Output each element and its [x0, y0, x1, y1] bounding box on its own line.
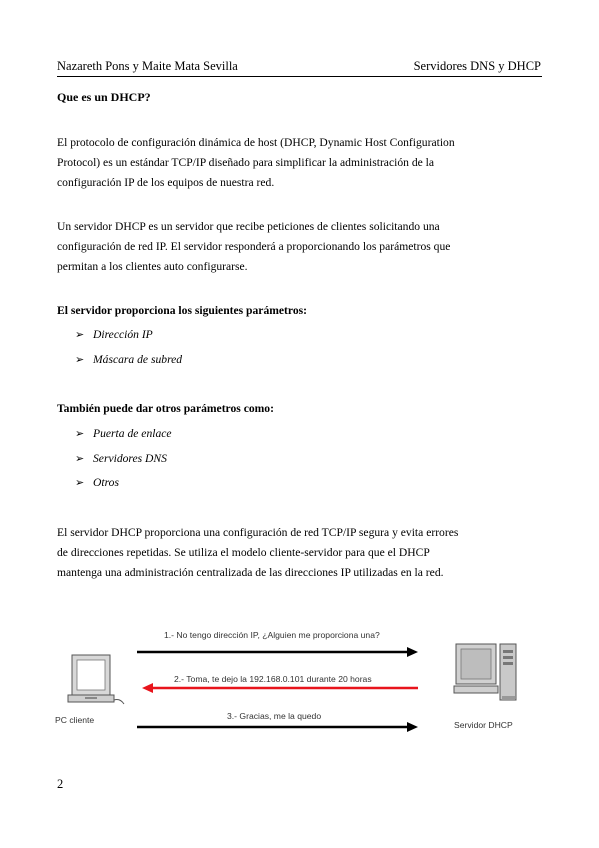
- offer-message-label: 2.- Toma, te dejo la 192.168.0.101 durante 20 horas: [174, 674, 372, 684]
- header-authors: Nazareth Pons y Maite Mata Sevilla: [57, 59, 238, 73]
- acknowledge-arrow: [137, 722, 418, 732]
- text-line: mantenga una administración centralizada de las direcciones IP utilizadas en la red.: [57, 566, 444, 579]
- arrow-bullet-icon: ➢: [75, 452, 85, 465]
- parameters-list: [75, 323, 182, 372]
- text-line: configuración IP de los equipos de nuestra red.: [57, 176, 275, 189]
- text-line: Un servidor DHCP es un servidor que recibe peticiones de clientes solicitando una: [57, 220, 440, 233]
- list-item-label: Otros: [93, 476, 119, 489]
- subheading-parameters: El servidor proporciona los siguientes parámetros:: [57, 304, 308, 317]
- text-line: permitan a los clientes auto configurarse.: [57, 260, 248, 273]
- paragraph-dhcp-server: [57, 217, 547, 277]
- text-line: configuración de red IP. El servidor responderá a proporcionando los parámetros que: [57, 240, 451, 253]
- list-item: [75, 447, 172, 472]
- paragraph-dhcp-definition: [57, 133, 547, 193]
- list-item-label: Máscara de subred: [93, 352, 183, 366]
- list-item: [75, 323, 182, 348]
- pc-client-icon: [68, 655, 124, 704]
- list-item: [75, 348, 182, 373]
- page-header: [57, 58, 541, 74]
- request-arrow: [137, 647, 418, 657]
- header-title: Servidores DNS y DHCP: [413, 59, 541, 73]
- paragraph-dhcp-summary: [57, 523, 547, 583]
- section-heading: Que es un DHCP?: [57, 90, 151, 104]
- list-item: [75, 471, 172, 496]
- arrow-bullet-icon: ➢: [75, 477, 85, 489]
- offer-arrow: [142, 683, 418, 693]
- header-rule: [57, 76, 542, 77]
- list-item-label: Puerta de enlace: [93, 427, 172, 440]
- text-line: Protocol) es un estándar TCP/IP diseñado para simplificar la administración de la: [57, 156, 435, 169]
- arrow-bullet-icon: ➢: [75, 428, 85, 440]
- list-item: [75, 422, 172, 447]
- list-item-label: Dirección IP: [93, 328, 153, 341]
- pc-client-label: PC cliente: [55, 715, 95, 725]
- text-line: de direcciones repetidas. Se utiliza el modelo cliente-servidor para que el DHCP: [57, 546, 430, 559]
- dhcp-exchange-diagram: [52, 620, 542, 740]
- page-number: 2: [57, 777, 64, 791]
- text-line: El protocolo de configuración dinámica de host (DHCP, Dynamic Host Configuration: [57, 136, 455, 149]
- other-parameters-list: [75, 422, 172, 496]
- server-label: Servidor DHCP: [454, 720, 513, 730]
- acknowledge-message-label: 3.- Gracias, me la quedo: [227, 711, 322, 721]
- arrow-bullet-icon: ➢: [75, 329, 85, 341]
- request-message-label: 1.- No tengo dirección IP, ¿Alguien me proporciona una?: [164, 630, 380, 640]
- text-line: El servidor DHCP proporciona una configuración de red TCP/IP segura y evita errores: [57, 526, 459, 539]
- list-item-label: Servidores DNS: [93, 451, 167, 465]
- arrow-bullet-icon: ➢: [75, 353, 85, 366]
- subheading-other-parameters: También puede dar otros parámetros como:: [57, 402, 274, 415]
- server-computer-icon: [454, 644, 516, 700]
